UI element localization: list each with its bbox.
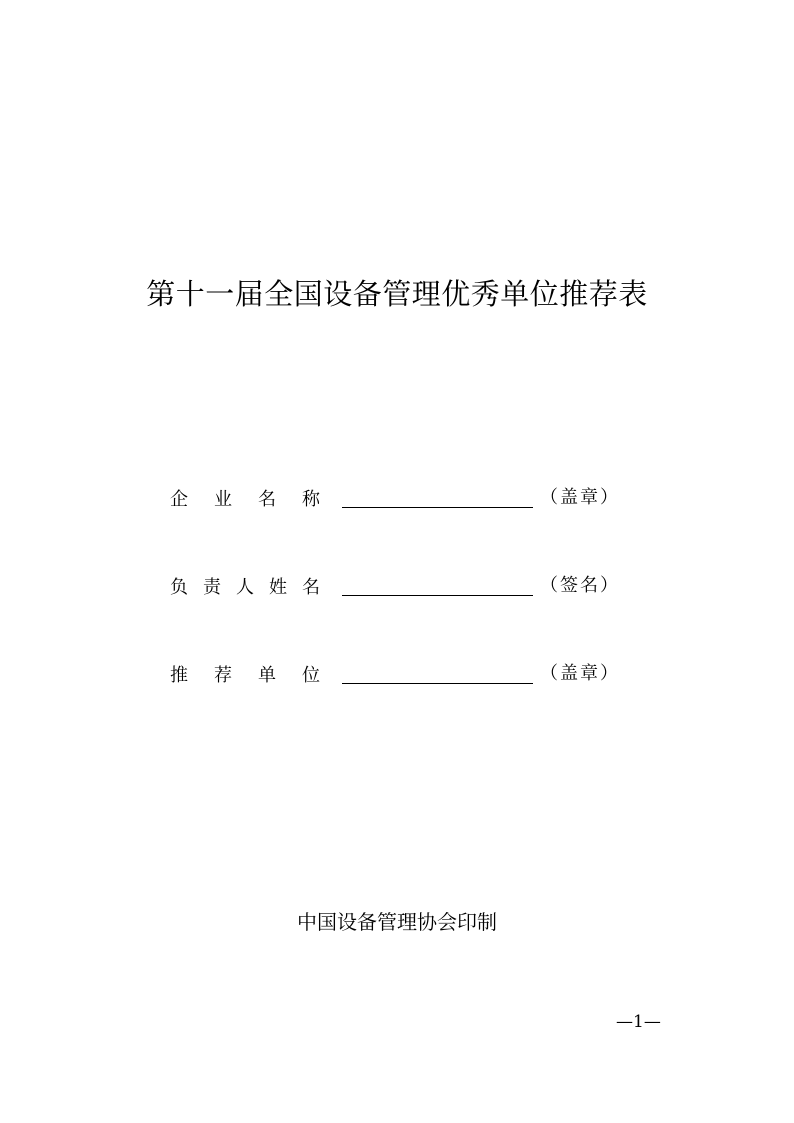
label-char: 姓 (269, 577, 287, 598)
label-char: 单 (258, 665, 276, 686)
label-char: 称 (302, 489, 320, 510)
form-title: 第十一届全国设备管理优秀单位推荐表 (146, 277, 648, 311)
company-name-stamp-note: （盖章） (540, 487, 620, 508)
publisher-line: 中国设备管理协会印制 (297, 910, 497, 934)
field-row-company-name (170, 483, 630, 513)
recommending-unit-stamp-note: （盖章） (540, 663, 620, 684)
label-char: 位 (302, 665, 320, 686)
label-char: 人 (236, 577, 254, 598)
label-char: 推 (170, 665, 188, 686)
label-char: 名 (302, 577, 320, 598)
label-char: 业 (214, 489, 232, 510)
label-char: 责 (203, 577, 221, 598)
recommending-unit-label (170, 659, 320, 689)
responsible-person-blank-line[interactable] (342, 595, 533, 596)
recommending-unit-blank-line[interactable] (342, 683, 533, 684)
label-char: 负 (170, 577, 188, 598)
page-number: —1— (616, 1012, 661, 1032)
responsible-person-label (170, 571, 320, 601)
company-name-label (170, 483, 320, 513)
field-row-recommending-unit (170, 659, 630, 689)
label-char: 企 (170, 489, 188, 510)
label-char: 荐 (214, 665, 232, 686)
field-row-responsible-person (170, 571, 630, 601)
label-char: 名 (258, 489, 276, 510)
responsible-person-signature-note: （签名） (540, 575, 620, 596)
company-name-blank-line[interactable] (342, 507, 533, 508)
